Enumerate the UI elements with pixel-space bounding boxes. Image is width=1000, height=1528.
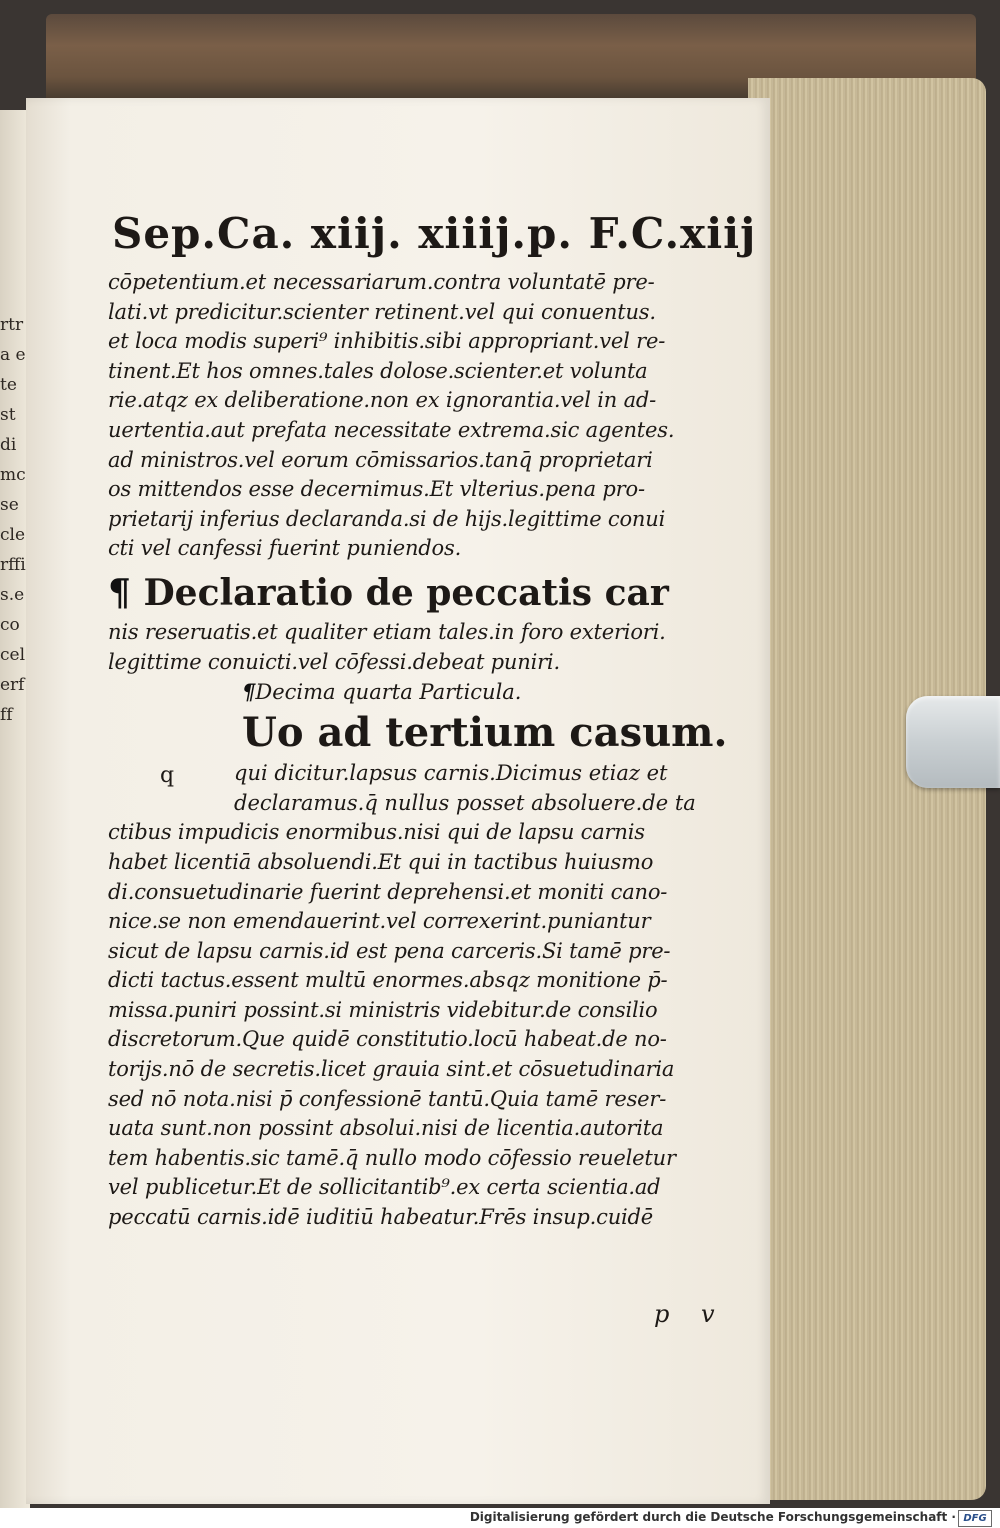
text-line: uertentia.aut prefata necessitate extrema.sic agentes.	[108, 417, 675, 442]
chapter-opening-heading: Uo ad tertium casum.	[242, 709, 728, 757]
subheading	[242, 677, 758, 707]
text-line: lati.vt predicitur.scienter retinent.vel qui conuentus.	[108, 299, 656, 324]
guide-letter: q	[160, 763, 175, 789]
signature-mark: p v	[654, 1300, 727, 1328]
text-line: cti vel canfessi fuerint puniendos.	[108, 536, 462, 561]
page-clip	[906, 696, 1000, 788]
paragraph-1	[108, 268, 758, 564]
text-line: dicti tactus.essent multū enormes.absqz monitione p̄-	[108, 968, 668, 993]
text-line: declaramus.q̄ nullus posset absoluere.de ta	[234, 790, 696, 815]
text-line: ad ministros.vel eorum cōmissarios.tanq̄ proprietari	[108, 447, 653, 472]
indented-opening	[108, 759, 758, 818]
section-heading-text: Declaratio de peccatis car	[143, 571, 669, 614]
paragraph-2	[108, 618, 758, 677]
pilcrow-icon: ¶	[242, 679, 256, 705]
dfg-logo-icon: DFG	[958, 1510, 992, 1527]
text-line: peccatū carnis.idē iuditiū habeatur.Frēs insup.cuidē	[108, 1205, 654, 1230]
indent-lines	[108, 759, 758, 818]
text-line: nice.se non emendauerint.vel correxerint.puniantur	[108, 909, 651, 934]
text-line: rie.atqz ex deliberatione.non ex ignorantia.vel in ad-	[108, 388, 657, 413]
footer-bar	[0, 1508, 1000, 1528]
page-stack-edge	[748, 78, 986, 1500]
text-line: sicut de lapsu carnis.id est pena carceris.Si tamē pre-	[108, 938, 671, 963]
text-line: os mittendos esse decernimus.Et vlterius.pena pro-	[108, 477, 645, 502]
text-line: missa.puniri possint.si ministris videbitur.de consilio	[108, 997, 658, 1022]
text-line: torijs.nō de secretis.licet grauia sint.et cōsuetudinaria	[108, 1057, 675, 1082]
footer-credit: Digitalisierung gefördert durch die Deutsche Forschungsgemeinschaft ·	[469, 1510, 956, 1524]
paragraph-3	[108, 818, 758, 1232]
running-header: Sep.Ca. xiij. xiiij.p. F.C.xiij	[112, 209, 757, 258]
text-line: sed nō nota.nisi p̄ confessionē tantū.Quia tamē reser-	[108, 1086, 667, 1111]
text-line: cōpetentium.et necessariarum.contra voluntatē pre-	[108, 270, 655, 294]
text-line: qui dicitur.lapsus carnis.Dicimus etiaz et	[234, 761, 668, 786]
subheading-text: Decima quarta Particula.	[255, 680, 522, 705]
text-line: nis reseruatis.et qualiter etiam tales.in foro exteriori.	[108, 619, 666, 644]
text-line: ctibus impudicis enormibus.nisi qui de lapsu carnis	[108, 820, 645, 845]
text-line: habet licentiā absoluendi.Et qui in tactibus huiusmo	[108, 849, 654, 874]
page-text-block	[108, 208, 758, 1233]
section-heading	[108, 568, 758, 618]
text-line: discretorum.Que quidē constitutio.locū habeat.de no-	[108, 1027, 667, 1052]
text-line: tinent.Et hos omnes.tales dolose.scienter.et volunta	[108, 358, 648, 383]
left-page-text-fragment: rtra ete stdimcseclerffis.ecocelerfff	[0, 315, 26, 725]
pilcrow-icon: ¶	[108, 571, 131, 614]
text-line: prietarij inferius declaranda.si de hijs.legittime conui	[108, 506, 666, 531]
text-line: tem habentis.sic tamē.q̄ nullo modo cōfessio reueletur	[108, 1145, 676, 1170]
text-line: di.consuetudinarie fuerint deprehensi.et moniti cano-	[108, 879, 668, 904]
text-line: legittime conuicti.vel cōfessi.debeat puniri.	[108, 649, 560, 674]
text-line: vel publicetur.Et de sollicitantib⁹.ex certa scientia.ad	[108, 1175, 661, 1200]
text-line: uata sunt.non possint absolui.nisi de licentia.autorita	[108, 1116, 664, 1141]
text-line: et loca modis superi⁹ inhibitis.sibi appropriant.vel re-	[108, 329, 666, 354]
